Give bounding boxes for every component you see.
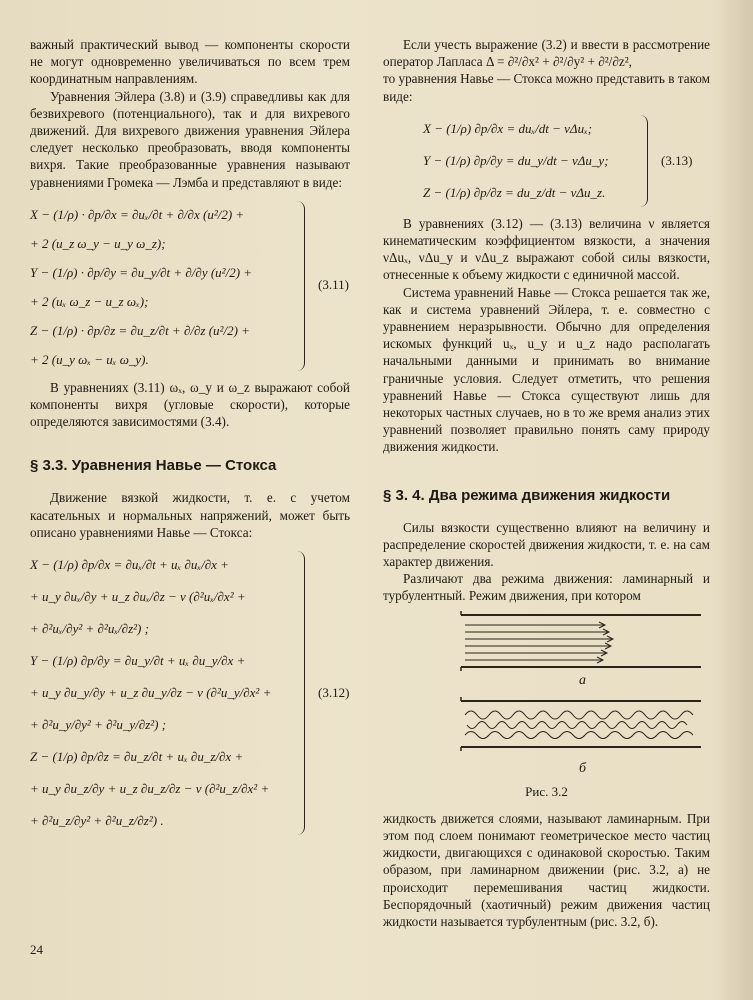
eq-3-11-line-4: + 2 (uₓ ω_z − u_z ωₓ); — [30, 293, 149, 309]
eq-3-12-z-line-1: Z − (1/ρ) ∂p/∂z = ∂u_z/∂t + uₓ ∂u_z/∂x + — [30, 749, 244, 765]
right-column — [383, 36, 710, 930]
eq-3-12-number: (3.12) — [318, 685, 350, 701]
figure-3-2 — [383, 611, 710, 781]
eq-3-11-line-2: + 2 (u_z ω_y − u_y ω_z); — [30, 235, 166, 251]
left-column — [30, 36, 350, 843]
eq-3-13-number: (3.13) — [661, 152, 693, 168]
intro-paragraph-2: Уравнения Эйлера (3.8) и (3.9) справедливы как для безвихревого (потенциального), так и для вихревого движений. Для вихревого движения уравнения Эйлера следует несколько преобразовать, вводя компоненты вихря. Такие преобразованные уравнения называют уравнениями Громека — Лэмба и представляют в виде: — [30, 88, 350, 190]
eq-3-12-z-line-2: + u_y ∂u_z/∂y + u_z ∂u_z/∂z − ν (∂²u_z/∂x² + — [30, 781, 270, 797]
regimes-paragraph: Различают два режима движения: ламинарный и турбулентный. Режим движения, при котором — [383, 571, 710, 604]
intro-paragraph-1: важный практический вывод — компоненты скорости не могут одновременно увеличиваться по всем трем координатным направлениям. — [30, 37, 350, 87]
figure-label-b: б — [579, 760, 587, 776]
solution-paragraph: Система уравнений Навье — Стокса решается так же, как и система уравнений Эйлера, т. е. совместно с уравнением неразрывности. Обычно для определения искомых функций uₓ, u_y и u_z надо располагать начальными данными и принимать во внимание граничные условия. Следует отметить, что решения уравнений Навье — Стокса существуют лишь для некоторых частных случаев, но в то же время анализ этих уравнений позволяет правильно понять саму природу движения жидкости. — [383, 284, 710, 455]
turbulent-eddy-row-2 — [467, 721, 687, 728]
page-number: 24 — [30, 942, 43, 957]
laminar-flow-diagram — [461, 611, 701, 671]
eq-3-11-line-6: + 2 (u_y ωₓ − uₓ ω_y). — [30, 351, 149, 367]
section-heading-3-3: § 3.3. Уравнения Навье — Стокса — [30, 457, 277, 475]
laminar-definition-paragraph: жидкость движется слоями, называют ламинарным. При этом под слоем понимают геометрическое место частиц жидкости, двигающихся с одинаковой скоростью. Таким образом, при ламинарном движении (рис. 3.2, а) не происходит перемешивания частиц жидкости. Беспорядочный (хаотичный) режим движения частиц жидкости называется турбулентным (рис. 3.2, б). — [383, 810, 710, 930]
turbulent-eddy-row-3 — [465, 731, 693, 738]
eq-3-12-y-line-3: + ∂²u_y/∂y² + ∂²u_y/∂z²) ; — [30, 717, 167, 733]
viscosity-paragraph: В уравнениях (3.12) — (3.13) величина ν является кинематическим коэффициентом вязкости, а значения νΔuₓ, νΔu_y и νΔu_z выражают собой силы вязкости, отнесенные к объему жидкости с единичной массой. — [383, 215, 710, 283]
laplace-paragraph-cont: то уравнения Навье — Стокса можно представить в таком виде: — [383, 71, 710, 104]
eq-3-11-line-5: Z − (1/ρ) · ∂p/∂z = ∂u_z/∂t + ∂/∂z (u²/2) + — [30, 322, 250, 338]
eq-3-12-x-line-2: + u_y ∂uₓ/∂y + u_z ∂uₓ/∂z − ν (∂²uₓ/∂x² + — [30, 589, 246, 605]
paragraph-after-3-11: В уравнениях (3.11) ωₓ, ω_y и ω_z выражают собой компоненты вихря (угловые скорости), которые определяются зависимостями (3.4). — [30, 379, 350, 430]
eq-3-11-line-1: X − (1/ρ) · ∂p/∂x = ∂uₓ/∂t + ∂/∂x (u²/2) + — [30, 206, 245, 222]
eq-3-13-line-3: Z − (1/ρ) ∂p/∂z = du_z/dt − νΔu_z. — [423, 184, 606, 200]
turbulent-eddy-row-1 — [465, 711, 693, 719]
equation-3-13 — [423, 113, 710, 209]
viscous-forces-paragraph: Силы вязкости существенно влияют на величину и распределение скоростей движения жидкости, т. е. на сам характер движения. — [383, 519, 710, 570]
paragraph-3-3: Движение вязкой жидкости, т. е. с учетом касательных и нормальных напряжений, может быть описано уравнениями Навье — Стокса: — [30, 490, 350, 540]
equation-3-11 — [30, 199, 350, 373]
eq-3-12-z-line-3: + ∂²u_z/∂y² + ∂²u_z/∂z²) . — [30, 813, 164, 829]
figure-label-a: а — [579, 672, 586, 688]
eq-3-11-brace — [296, 201, 305, 371]
eq-3-12-brace — [296, 551, 305, 835]
equation-3-12 — [30, 549, 350, 837]
eq-3-12-y-line-1: Y − (1/ρ) ∂p/∂y = ∂u_y/∂t + uₓ ∂u_y/∂x + — [30, 653, 246, 669]
eq-3-13-brace — [639, 115, 648, 207]
section-heading-3-4: § 3. 4. Два режима движения жидкости — [383, 486, 671, 504]
eq-3-11-number: (3.11) — [318, 276, 349, 292]
eq-3-12-x-line-3: + ∂²uₓ/∂y² + ∂²uₓ/∂z²) ; — [30, 621, 149, 637]
eq-3-12-y-line-2: + u_y ∂u_y/∂y + u_z ∂u_y/∂z − ν (∂²u_y/∂x² + — [30, 685, 272, 701]
laplace-paragraph: Если учесть выражение (3.2) и ввести в рассмотрение оператор Лапласа Δ = ∂²/∂x² + ∂²/∂y² + ∂²/∂z², — [383, 37, 710, 70]
page-edge-shadow — [713, 0, 753, 1000]
laminar-streamlines — [465, 625, 613, 660]
figure-caption: Рис. 3.2 — [525, 783, 568, 799]
turbulent-flow-diagram — [461, 697, 701, 751]
eq-3-13-line-1: X − (1/ρ) ∂p/∂x = duₓ/dt − νΔuₓ; — [423, 120, 593, 136]
eq-3-13-line-2: Y − (1/ρ) ∂p/∂y = du_y/dt − νΔu_y; — [423, 152, 609, 168]
flow-regimes-diagram — [383, 611, 710, 761]
eq-3-11-line-3: Y − (1/ρ) · ∂p/∂y = ∂u_y/∂t + ∂/∂y (u²/2) + — [30, 264, 253, 280]
laminar-arrowheads — [597, 622, 613, 663]
eq-3-12-x-line-1: X − (1/ρ) ∂p/∂x = ∂uₓ/∂t + uₓ ∂uₓ/∂x + — [30, 557, 229, 573]
